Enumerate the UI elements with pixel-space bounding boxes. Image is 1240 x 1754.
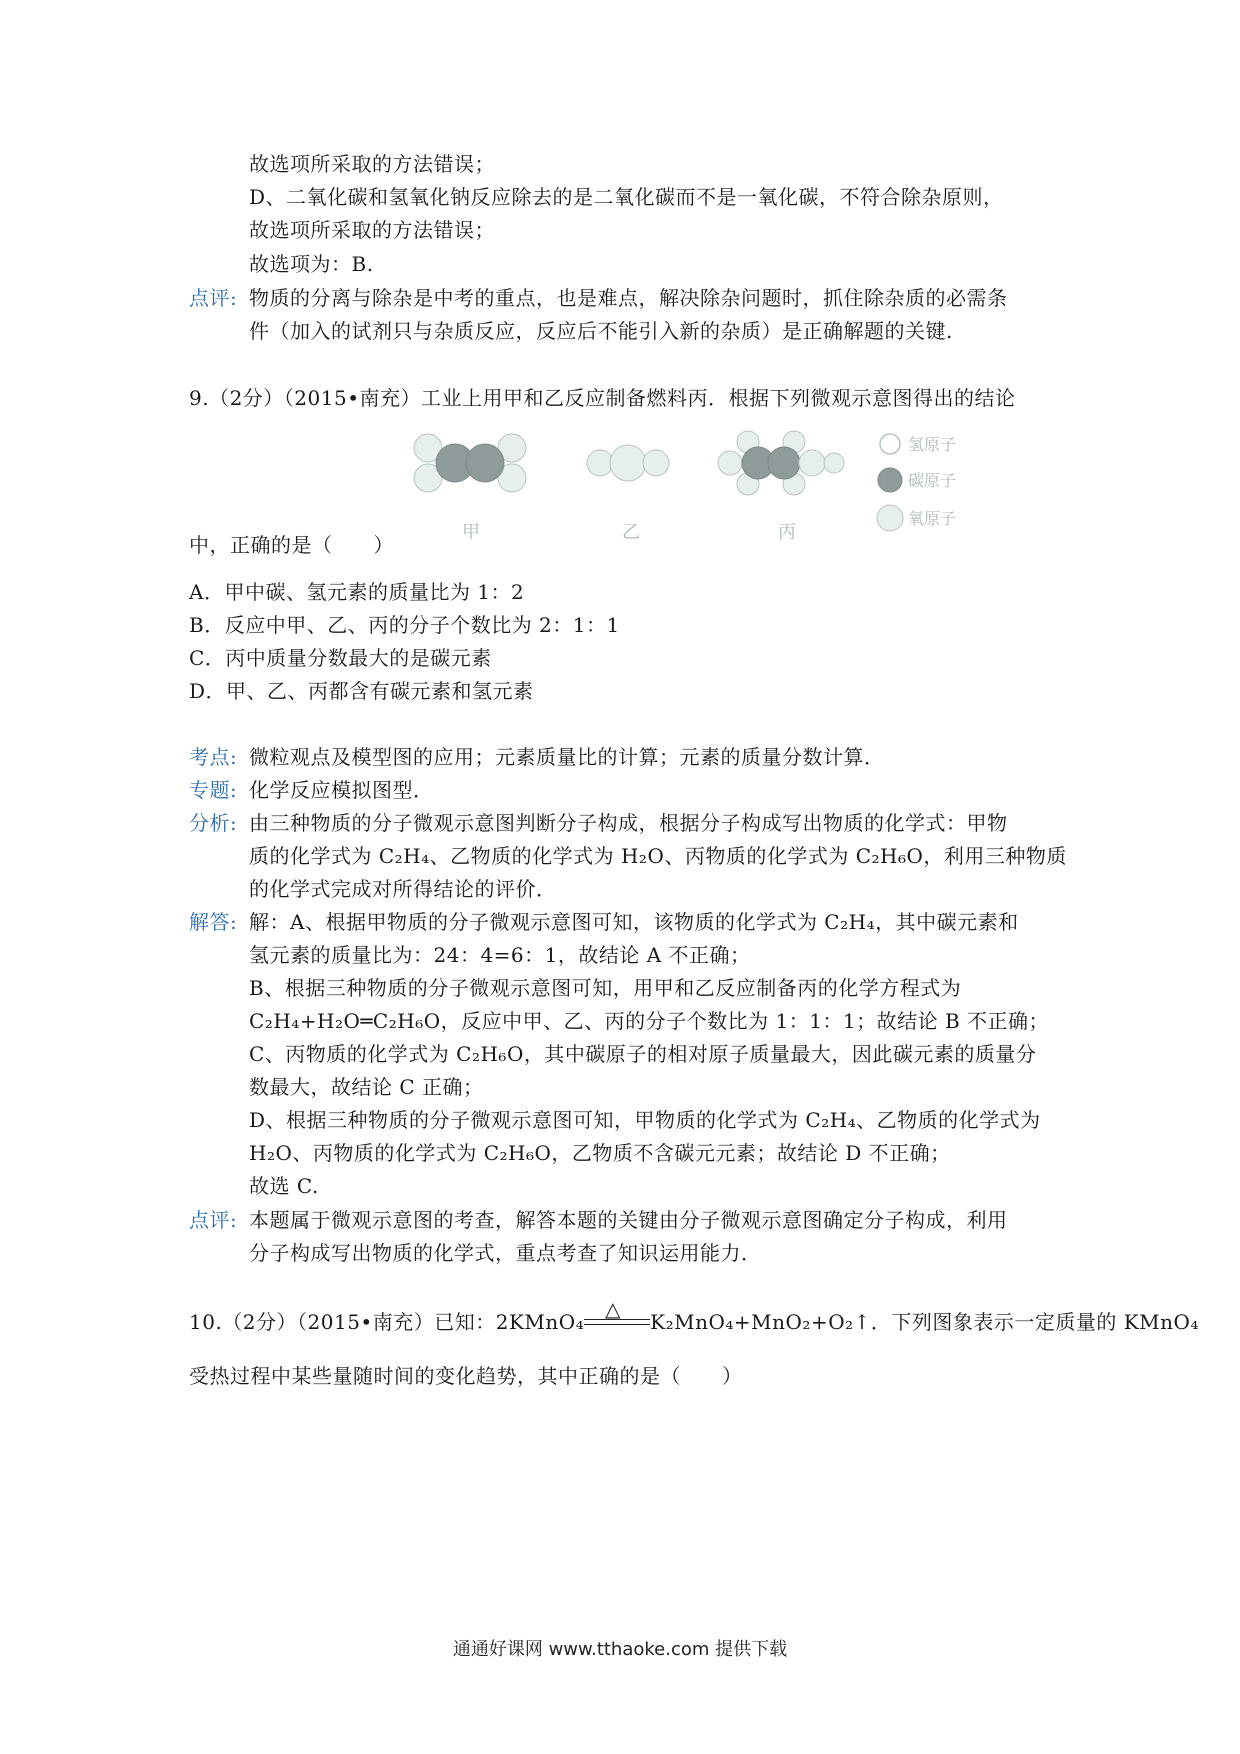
q8-comment-line1: 物质的分离与除杂是中考的重点，也是难点，解决除杂问题时，抓住除杂质的必需条: [249, 286, 1008, 310]
q9-stem-line1: 9.（2分）（2015•南充）工业上用甲和乙反应制备燃料丙．根据下列微观示意图得出的结论: [189, 386, 1016, 410]
q10-stem-line1: [189, 1297, 1199, 1336]
heat-arrow-icon: [584, 1297, 650, 1331]
q9-fenxi-label: 分析:: [189, 811, 238, 835]
legend-hydrogen-label: 氢原子: [908, 435, 957, 454]
q9-jieda-line: 氢元素的质量比为：24：4=6：1，故结论 A 不正确；: [249, 943, 751, 967]
q10-stem-suffix: K₂MnO₄+MnO₂+O₂↑．下列图象表示一定质量的 KMnO₄: [650, 1310, 1199, 1334]
q9-jieda-line: C₂H₄+H₂O═C₂H₆O，反应中甲、乙、丙的分子个数比为 1：1：1；故结论 B 不正确；: [249, 1009, 1050, 1033]
q8-option-d-line2: 故选项所采取的方法错误；: [249, 218, 495, 242]
q9-jieda-line: 故选 C.: [249, 1174, 319, 1198]
legend-oxygen-icon: [877, 505, 903, 531]
q9-jieda-line: H₂O、丙物质的化学式为 C₂H₆O，乙物质不含碳元元素；故结论 D 不正确；: [249, 1141, 951, 1165]
q8-option-c-tail: 故选项所采取的方法错误；: [249, 152, 495, 176]
q8-comment-label: 点评:: [189, 286, 238, 310]
molecule-jia: [414, 434, 526, 492]
q9-option-c: C．丙中质量分数最大的是碳元素: [189, 646, 492, 670]
q10-stem-prefix: 10.（2分）（2015•南充）已知：2KMnO₄: [189, 1310, 585, 1334]
q9-jieda-label: 解答:: [189, 910, 238, 934]
q9-dianping-label: 点评:: [189, 1208, 238, 1232]
q9-fenxi-line: 由三种物质的分子微观示意图判断分子构成，根据分子构成写出物质的化学式：甲物: [249, 811, 1008, 835]
q9-option-b: B．反应中甲、乙、丙的分子个数比为 2：1：1: [189, 613, 620, 637]
legend-hydrogen-icon: [880, 434, 900, 454]
q9-option-a: A．甲中碳、氢元素的质量比为 1：2: [189, 580, 525, 604]
q9-kaodian: 微粒观点及模型图的应用；元素质量比的计算；元素的质量分数计算．: [249, 745, 885, 769]
q9-jieda-line: 数最大，故结论 C 正确；: [249, 1075, 484, 1099]
q9-jieda-line: 解：A、根据甲物质的分子微观示意图可知，该物质的化学式为 C₂H₄，其中碳元素和: [249, 910, 1019, 934]
q8-comment-line2: 件（加入的试剂只与杂质反应，反应后不能引入新的杂质）是正确解题的关键.: [249, 319, 953, 343]
heat-triangle: △: [605, 1297, 622, 1321]
q9-kaodian-label: 考点:: [189, 745, 238, 769]
molecule-bing: [718, 431, 844, 495]
q9-dianping-line: 本题属于微观示意图的考查，解答本题的关键由分子微观示意图确定分子构成，利用: [249, 1208, 1008, 1232]
label-jia: 甲: [462, 522, 480, 543]
q9-zhuanti-label: 专题:: [189, 778, 238, 802]
label-bing: 丙: [778, 522, 796, 543]
q9-option-d: D．甲、乙、丙都含有碳元素和氢元素: [189, 679, 534, 703]
q10-stem-line2: 受热过程中某些量随时间的变化趋势，其中正确的是（ ）: [189, 1364, 743, 1388]
diagram-legend: [877, 434, 956, 531]
q9-stem-line2: 中，正确的是（ ）: [189, 533, 394, 557]
page-footer: 通通好课网 www.tthaoke.com 提供下载: [452, 1639, 788, 1660]
legend-carbon-label: 碳原子: [908, 471, 957, 490]
molecule-yi: [587, 445, 669, 481]
q9-zhuanti: 化学反应模拟图型．: [249, 778, 434, 802]
legend-carbon-icon: [878, 468, 902, 492]
q9-jieda-line: C、丙物质的化学式为 C₂H₆O，其中碳原子的相对原子质量最大，因此碳元素的质量分: [249, 1042, 1037, 1066]
molecule-diagram: [400, 430, 1000, 548]
q8-answer: 故选项为：B.: [249, 252, 374, 276]
q8-option-d-line1: D、二氧化碳和氢氧化钠反应除去的是二氧化碳而不是一氧化碳，不符合除杂原则，: [249, 185, 1004, 209]
q9-jieda-line: B、根据三种物质的分子微观示意图可知，用甲和乙反应制备丙的化学方程式为: [249, 976, 962, 1000]
q9-fenxi-line: 质的化学式为 C₂H₄、乙物质的化学式为 H₂O、丙物质的化学式为 C₂H₆O，利用三种物质: [249, 844, 1067, 868]
q9-jieda-line: D、根据三种物质的分子微观示意图可知，甲物质的化学式为 C₂H₄、乙物质的化学式为: [249, 1108, 1041, 1132]
legend-oxygen-label: 氧原子: [908, 509, 957, 528]
q9-fenxi-line: 的化学式完成对所得结论的评价．: [249, 877, 557, 901]
label-yi: 乙: [622, 522, 640, 543]
q9-dianping-line: 分子构成写出物质的化学式，重点考查了知识运用能力．: [249, 1241, 762, 1265]
